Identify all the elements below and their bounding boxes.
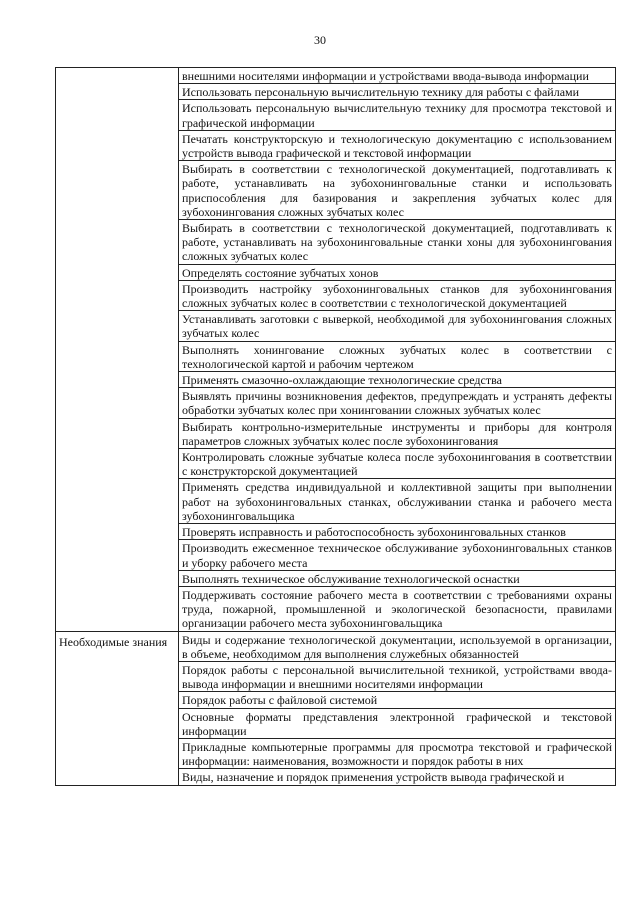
skills-item: Выбирать в соответствии с технологической документацией, подготавливать к работе, устанавливать на зубохонинговальные станки и использовать приспособления для базирования и закрепления зубчатых колес для зубохонингования сложных зубчатых колес [179,161,616,220]
knowledge-item: Виды, назначение и порядок применения устройств вывода графической и [179,769,616,785]
skills-item: Выбирать контрольно-измерительные инструменты и приборы для контроля параметров сложных зубчатых колес после зубохонингования [179,418,616,448]
requirements-table [55,67,616,786]
knowledge-label-cell [56,631,179,785]
knowledge-item: Порядок работы с персональной вычислительной техникой, устройствами ввода-вывода информации и внешними носителями информации [179,661,616,691]
skills-item: Контролировать сложные зубчатые колеса после зубохонингования в соответствии с конструкторской документацией [179,449,616,479]
skills-item: Применять смазочно-охлаждающие технологические средства [179,372,616,388]
knowledge-label: Необходимые знания [59,634,168,649]
skills-item: Выполнять техническое обслуживание технологической оснастки [179,570,616,586]
skills-item: Производить настройку зубохонинговальных станков для зубохонингования сложных зубчатых колес в соответствии с технологической документацией [179,280,616,310]
page-bottom-margin [0,835,640,905]
skills-item: Печатать конструкторскую и технологическую документацию с использованием устройств вывода графической и текстовой информации [179,130,616,160]
skills-row [56,68,616,84]
page-number: 30 [314,33,326,47]
skills-item: Проверять исправность и работоспособность зубохонинговальных станков [179,524,616,540]
skills-item: Поддерживать состояние рабочего места в соответствии с требованиями охраны труда, пожарной, промышленной и экологической безопасности, правилами организации рабочего места зубохонинговальщика [179,586,616,631]
skills-item: Использовать персональную вычислительную технику для работы с файлами [179,84,616,100]
knowledge-item: Виды и содержание технологической документации, используемой в организации, в объеме, необходимом для выполнения служебных обязанностей [179,631,616,661]
knowledge-row [56,631,616,661]
knowledge-item: Порядок работы с файловой системой [179,692,616,708]
knowledge-item: Основные форматы представления электронной графической и текстовой информации [179,708,616,738]
knowledge-item: Прикладные компьютерные программы для просмотра текстовой и графической информации: наименования, возможности и порядок работы в них [179,738,616,768]
skills-item: Выбирать в соответствии с технологической документацией, подготавливать к работе, устанавливать на зубохонинговальные станки хоны для зубохонингования сложных зубчатых колес [179,220,616,265]
skills-item: Выполнять хонингование сложных зубчатых колес в соответствии с технологической картой и рабочим чертежом [179,341,616,371]
requirements-table-body [56,68,616,786]
skills-item: Определять состояние зубчатых хонов [179,264,616,280]
skills-item: Производить ежесменное техническое обслуживание зубохонинговальных станков и уборку рабочего места [179,540,616,570]
skills-item: Применять средства индивидуальной и коллективной защиты при выполнении работ на зубохонинговальных станках, обслуживании станка и рабочего места зубохонинговальщика [179,479,616,524]
skills-item: Выявлять причины возникновения дефектов, предупреждать и устранять дефекты обработки зубчатых колес при хонинговании сложных зубчатых колес [179,388,616,418]
skills-item: Устанавливать заготовки с выверкой, необходимой для зубохонингования сложных зубчатых колес [179,311,616,341]
skills-item: внешними носителями информации и устройствами ввода-вывода информации [179,68,616,84]
skills-item: Использовать персональную вычислительную технику для просмотра текстовой и графической информации [179,100,616,130]
skills-label-cell [56,68,179,632]
